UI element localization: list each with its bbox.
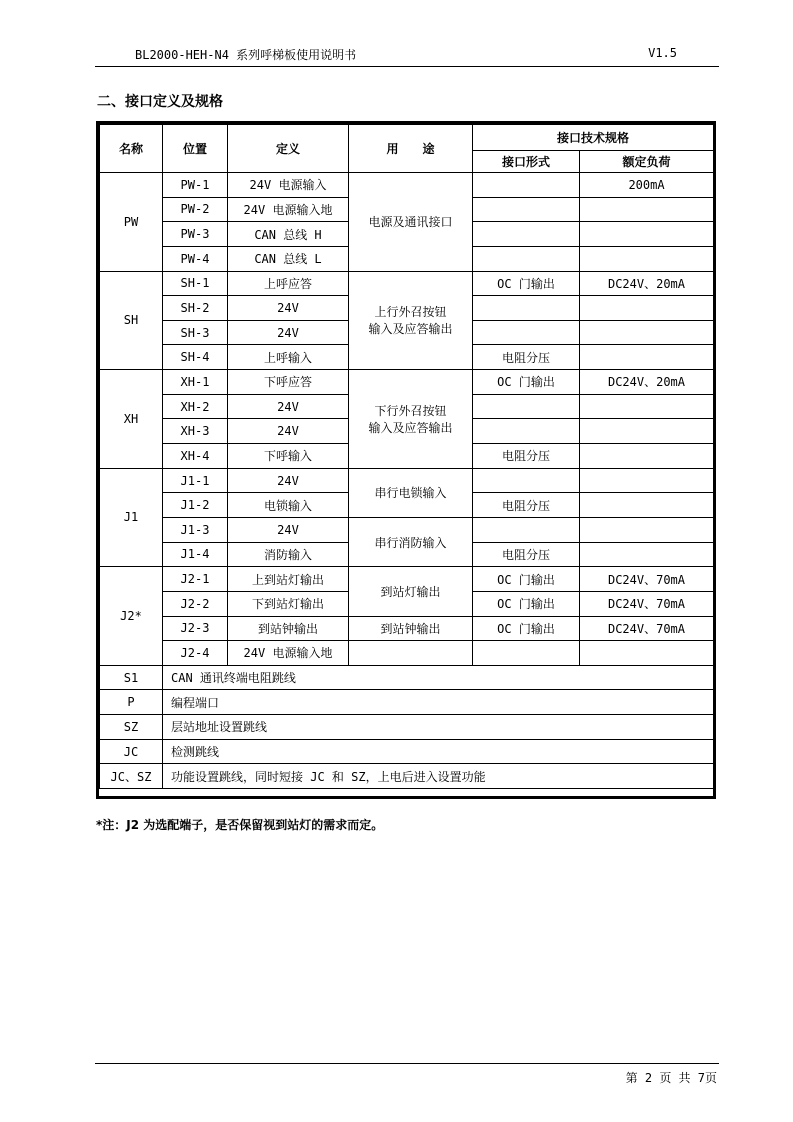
usage-line: 输入及应答输出	[368, 420, 453, 435]
doc-title: BL2000-HEH-N4 系列呼梯板使用说明书	[135, 48, 357, 62]
cell-load	[580, 419, 714, 444]
page-footer	[95, 1063, 719, 1085]
col-header-name: 名称	[100, 125, 163, 173]
interface-spec-table	[99, 124, 714, 789]
row-name: P	[100, 690, 163, 715]
cell-form: OC 门输出	[473, 370, 580, 395]
row-name: JC	[100, 739, 163, 764]
cell-position: J1-3	[163, 517, 228, 542]
row-description: 功能设置跳线，同时短接 JC 和 SZ，上电后进入设置功能	[163, 764, 714, 789]
cell-definition: 24V 电源输入地	[228, 641, 349, 666]
cell-form: 电阻分压	[473, 493, 580, 518]
table-row	[100, 517, 714, 542]
cell-position: PW-3	[163, 222, 228, 247]
page-number: 第 2 页 共 7页	[625, 1071, 717, 1085]
cell-definition: 24V	[228, 394, 349, 419]
page-header	[95, 44, 719, 67]
cell-load	[580, 468, 714, 493]
cell-position: J1-2	[163, 493, 228, 518]
cell-definition: 上呼输入	[228, 345, 349, 370]
cell-form	[473, 197, 580, 222]
cell-load: DC24V、70mA	[580, 567, 714, 592]
cell-usage	[349, 641, 473, 666]
table-row	[100, 468, 714, 493]
cell-position: PW-2	[163, 197, 228, 222]
cell-form	[473, 641, 580, 666]
row-description: 编程端口	[163, 690, 714, 715]
cell-position: XH-3	[163, 419, 228, 444]
cell-definition: 24V 电源输入地	[228, 197, 349, 222]
cell-position: PW-1	[163, 173, 228, 198]
row-name: SZ	[100, 715, 163, 740]
group-name: PW	[100, 173, 163, 272]
cell-definition: 上呼应答	[228, 271, 349, 296]
cell-definition: 下呼输入	[228, 444, 349, 469]
cell-position: PW-4	[163, 246, 228, 271]
cell-form	[473, 222, 580, 247]
cell-form: 电阻分压	[473, 444, 580, 469]
cell-load: DC24V、20mA	[580, 271, 714, 296]
cell-load	[580, 345, 714, 370]
cell-usage	[349, 370, 473, 469]
interface-table-frame	[96, 121, 716, 799]
cell-usage: 到站灯输出	[349, 567, 473, 616]
cell-load: DC24V、20mA	[580, 370, 714, 395]
cell-definition: CAN 总线 H	[228, 222, 349, 247]
cell-position: SH-1	[163, 271, 228, 296]
cell-load	[580, 197, 714, 222]
row-name: JC、SZ	[100, 764, 163, 789]
cell-definition: 24V	[228, 419, 349, 444]
cell-load	[580, 246, 714, 271]
col-header-usage: 用 途	[349, 125, 473, 173]
table-row	[100, 616, 714, 641]
cell-form: 电阻分压	[473, 542, 580, 567]
cell-definition: 上到站灯输出	[228, 567, 349, 592]
cell-form: 电阻分压	[473, 345, 580, 370]
cell-form	[473, 320, 580, 345]
cell-form	[473, 394, 580, 419]
cell-load	[580, 296, 714, 321]
group-name: J1	[100, 468, 163, 567]
cell-load: 200mA	[580, 173, 714, 198]
cell-definition: 24V	[228, 468, 349, 493]
cell-form: OC 门输出	[473, 591, 580, 616]
doc-version: V1.5	[648, 46, 677, 60]
cell-definition: 24V 电源输入	[228, 173, 349, 198]
cell-definition: 电锁输入	[228, 493, 349, 518]
row-description: 检测跳线	[163, 739, 714, 764]
cell-usage: 到站钟输出	[349, 616, 473, 641]
col-header-position: 位置	[163, 125, 228, 173]
cell-position: SH-2	[163, 296, 228, 321]
cell-position: J1-4	[163, 542, 228, 567]
cell-position: J2-2	[163, 591, 228, 616]
table-row	[100, 690, 714, 715]
table-row	[100, 739, 714, 764]
table-row	[100, 370, 714, 395]
cell-definition: 下到站灯输出	[228, 591, 349, 616]
cell-load	[580, 222, 714, 247]
table-row	[100, 764, 714, 789]
row-name: S1	[100, 665, 163, 690]
table-row	[100, 271, 714, 296]
cell-definition: 24V	[228, 320, 349, 345]
cell-position: SH-4	[163, 345, 228, 370]
cell-form	[473, 468, 580, 493]
cell-form: OC 门输出	[473, 616, 580, 641]
cell-load	[580, 517, 714, 542]
group-name: J2*	[100, 567, 163, 666]
group-name: XH	[100, 370, 163, 469]
col-header-spec: 接口技术规格	[473, 125, 714, 151]
cell-load	[580, 641, 714, 666]
table-note: *注：J2 为选配端子，是否保留视到站灯的需求而定。	[96, 818, 384, 832]
cell-form: OC 门输出	[473, 271, 580, 296]
group-name: SH	[100, 271, 163, 370]
table-row	[100, 715, 714, 740]
cell-form	[473, 419, 580, 444]
cell-usage: 串行电锁输入	[349, 468, 473, 517]
cell-position: XH-2	[163, 394, 228, 419]
table-row	[100, 567, 714, 592]
cell-definition: 下呼应答	[228, 370, 349, 395]
col-header-definition: 定义	[228, 125, 349, 173]
cell-definition: 24V	[228, 296, 349, 321]
cell-usage	[349, 271, 473, 370]
cell-load	[580, 542, 714, 567]
cell-position: SH-3	[163, 320, 228, 345]
cell-position: J2-4	[163, 641, 228, 666]
cell-usage: 串行消防输入	[349, 517, 473, 566]
col-header-form: 接口形式	[473, 151, 580, 173]
cell-definition: CAN 总线 L	[228, 246, 349, 271]
section-title: 二、接口定义及规格	[97, 94, 223, 110]
cell-load	[580, 320, 714, 345]
cell-form	[473, 296, 580, 321]
cell-form: OC 门输出	[473, 567, 580, 592]
cell-position: XH-1	[163, 370, 228, 395]
usage-line: 下行外召按钮	[374, 403, 447, 418]
table-row	[100, 641, 714, 666]
usage-line: 输入及应答输出	[368, 322, 453, 337]
cell-load: DC24V、70mA	[580, 616, 714, 641]
cell-definition: 消防输入	[228, 542, 349, 567]
cell-load	[580, 493, 714, 518]
cell-form	[473, 173, 580, 198]
cell-definition: 24V	[228, 517, 349, 542]
row-description: 层站地址设置跳线	[163, 715, 714, 740]
cell-position: J1-1	[163, 468, 228, 493]
cell-load: DC24V、70mA	[580, 591, 714, 616]
cell-position: XH-4	[163, 444, 228, 469]
cell-definition: 到站钟输出	[228, 616, 349, 641]
col-header-load: 额定负荷	[580, 151, 714, 173]
cell-load	[580, 394, 714, 419]
table-row	[100, 173, 714, 198]
cell-form	[473, 246, 580, 271]
cell-form	[473, 517, 580, 542]
usage-line: 上行外召按钮	[374, 305, 447, 320]
cell-load	[580, 444, 714, 469]
cell-position: J2-3	[163, 616, 228, 641]
row-description: CAN 通讯终端电阻跳线	[163, 665, 714, 690]
cell-usage: 电源及通讯接口	[349, 173, 473, 272]
table-row	[100, 665, 714, 690]
cell-position: J2-1	[163, 567, 228, 592]
